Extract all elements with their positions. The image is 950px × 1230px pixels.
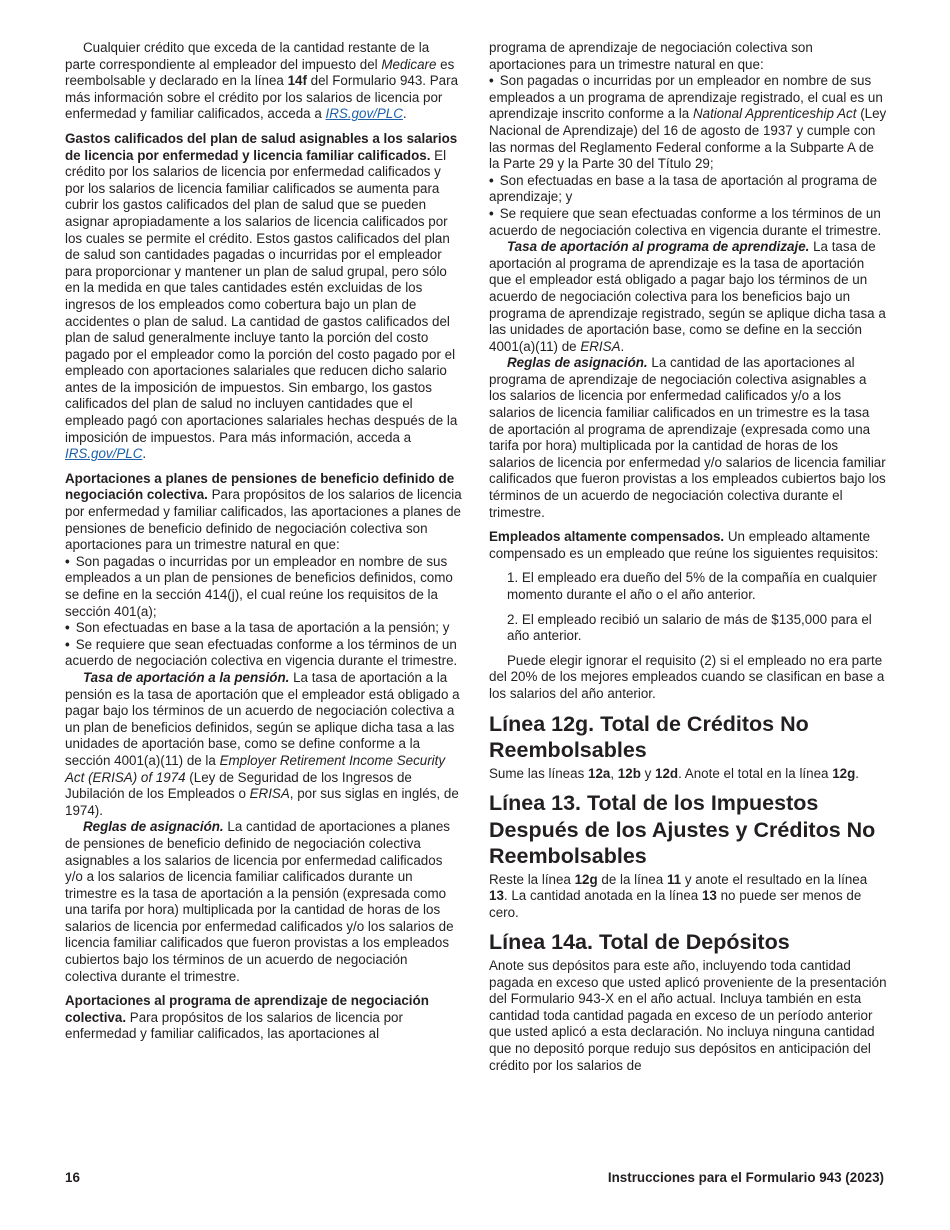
paragraph-apprenticeship-contributions: Aportaciones al programa de aprendizaje de negociación colectiva. Para propósitos de los salarios de licencia por enfermedad y familiar calificados, las aportaciones al [65, 993, 429, 1042]
heading-line-14a: Línea 14a. Total de Depósitos [489, 930, 790, 955]
list-item: • Se requiere que sean efectuadas conforme a los términos de un acuerdo de negociación colectiva en vigencia durante el trimestre. [65, 637, 463, 670]
irs-plc-link[interactable]: IRS.gov/PLC [325, 106, 403, 122]
paragraph-highly-compensated: Empleados altamente compensados. Un empleado altamente compensado es un empleado que reúne los siguientes requisitos: [489, 529, 879, 561]
left-column [65, 40, 463, 1043]
paragraph-line-13: Reste la línea 12g de la línea 11 y anote el resultado en la línea 13. La cantidad anotada en la línea 13 no puede ser menos de cero. [489, 871, 868, 920]
footer-title: Instrucciones para el Formulario 943 (2023) [607, 1170, 884, 1185]
list-item: • Son efectuadas en base a la tasa de aportación al programa de aprendizaje; y [489, 173, 887, 206]
paragraph-pension-rate: Tasa de aportación a la pensión. La tasa de aportación a la pensión es la tasa de aportación que el empleador está obligado a pagar bajo los términos de un acuerdo de negociación colectiva a un plan de beneficios definidos, según se aplique dicha tasa a las unidades de aportación base, como se define conforme a la sección 4001(a)(11) de la Employer Retirement Income Security Act (ERISA) of 1974 (Ley de Seguridad de los Ingresos de Jubilación de los Empleados o ERISA, por sus siglas en inglés, de 1974). [65, 669, 460, 818]
irs-plc-link[interactable]: IRS.gov/PLC [65, 446, 143, 462]
paragraph-line-14a: Anote sus depósitos para este año, incluyendo toda cantidad pagada en exceso que usted aplicó proveniente de la presentación del Formulario 943-X en el año actual. Incluya también en esta cantidad toda cantidad pagada en exceso de un período anterior que usted aplicó a esta declaración. No incluya ninguna cantidad que no depositó porque redujo sus depósitos en anticipación del crédito por los salarios de [489, 957, 887, 1073]
heading-line-12g: Línea 12g. Total de Créditos No Reembolsables [489, 711, 809, 763]
list-item: • Son pagadas o incurridas por un empleador en nombre de sus empleados a un programa de aprendizaje registrado, el cual es un aprendizaje inscrito conforme a la National Apprenticeship Act (Ley Nacional de Aprendizaje) del 16 de agosto de 1937 y cumple con las normas del Reglamento Federal conforme a la Subparte A de la Parte 29 y la Parte 30 del Título 29; [489, 73, 887, 173]
right-column [489, 40, 887, 1074]
paragraph-pension-contributions: Aportaciones a planes de pensiones de beneficio definido de negociación colectiva. Para propósitos de los salarios de licencia por enfermedad y familiar calificados, las aportaciones a planes de pensiones de beneficio definido de negociación colectiva son aportaciones para un trimestre natural en que: [65, 470, 462, 553]
paragraph-ignore-requirement: Puede elegir ignorar el requisito (2) si el empleado no era parte del 20% de los mejores empleados cuando se clasifican en base a los salarios del año anterior. [489, 652, 885, 701]
list-item: 1. El empleado era dueño del 5% de la compañía en cualquier momento durante el año o el año anterior. [507, 570, 877, 602]
page-number: 16 [65, 1170, 80, 1185]
list-item: • Son efectuadas en base a la tasa de aportación a la pensión; y [65, 620, 463, 637]
paragraph-apprenticeship-rate: Tasa de aportación al programa de aprendizaje. La tasa de aportación al programa de aprendizaje es la tasa de aportación que el empleador está obligado a pagar bajo los términos de un acuerdo de negociación colectiva para los beneficios bajo un programa de aprendizaje registrado, según se aplique dicha tasa a las unidades de aportación base, como se define en la sección 4001(a)(11) de ERISA. [489, 239, 886, 354]
paragraph-health-plan-expenses: Gastos calificados del plan de salud asignables a los salarios de licencia por enfermedad y licencia familiar calificados. El crédito por los salarios de licencia por enfermedad calificados y por los salarios de licencia familiar calificados se aumenta para cubrir los gastos calificados del plan de salud que se pueden asignar apropiadamente a los salarios de licencia calificados por los cuales se permite el crédito. Estos gastos calificados del plan de salud son cantidades pagadas o incurridas por el empleador para proporcionar y mantener un plan de salud grupal, pero sólo en la medida en que tales cantidades estén excluidas de los ingresos de los empleados como cobertura bajo un plan de accidentes o plan de salud. La cantidad de gastos calificados del plan de salud generalmente incluye tanto la porción del costo pagado por el empleador como la porción del costo pagado por el empleado con aportaciones salariales que reducen dicho salario antes de la imposición de impuestos. Sin embargo, los gastos calificados del plan de salud no incluyen cantidades que el empleado pagó con aportaciones salariales hechas después de la imposición de impuestos. Para más información, acceda a IRS.gov/PLC. [65, 130, 458, 462]
heading-line-13: Línea 13. Total de los Impuestos Después de los Ajustes y Créditos No Reembolsables [489, 791, 876, 869]
paragraph-credit-refundable: Cualquier crédito que exceda de la cantidad restante de la parte correspondiente al empleador del impuesto del Medicare es reembolsable y declarado en la línea 14f del Formulario 943. Para más información sobre el crédito por los salarios de licencia por enfermedad y familiar calificados, acceda a IRS.gov/PLC. [65, 40, 459, 122]
list-item: • Son pagadas o incurridas por un empleador en nombre de sus empleados a un plan de pensiones de beneficios definidos, como se define en la sección 414(j), el cual reúne los requisitos de la sección 401(a); [65, 554, 463, 620]
list-item: 2. El empleado recibió un salario de más de $135,000 para el año anterior. [507, 611, 872, 644]
paragraph-apprenticeship-continued: programa de aprendizaje de negociación colectiva son aportaciones para un trimestre natural en que: [489, 40, 813, 72]
list-item: • Se requiere que sean efectuadas conforme a los términos de un acuerdo de negociación colectiva en vigencia durante el trimestre. [489, 206, 887, 239]
paragraph-allocation-rules: Reglas de asignación. La cantidad de aportaciones a planes de pensiones de beneficio definido de negociación colectiva asignables a los salarios de licencia por enfermedad calificados y/o a los salarios de licencia familiar calificados durante un trimestre es la tasa de aportación a la pensión (expresada como una tarifa por hora) multiplicada por la cantidad de horas de los salarios de licencia por enfermedad calificados y/o los salarios de licencia familiar calificados que fueron provistas a los empleados cubiertos bajo los términos de un acuerdo de negociación colectiva durante el trimestre. [65, 819, 454, 984]
paragraph-allocation-rules: Reglas de asignación. La cantidad de las aportaciones al programa de aprendizaje de negociación colectiva asignables a los salarios de licencia por enfermedad calificados y/o a los salarios de licencia familiar calificados en un trimestre es la tasa de aportación al programa de aprendizaje (expresada como una tarifa por hora) multiplicada por la cantidad de horas de los salarios de licencia por enfermedad y/o salarios de licencia familiar calificados que fueron provistas a los empleados cubiertos bajo los términos de un acuerdo de negociación colectiva durante el trimestre. [489, 355, 886, 520]
paragraph-line-12g: Sume las líneas 12a, 12b y 12d. Anote el total en la línea 12g. [489, 765, 860, 781]
